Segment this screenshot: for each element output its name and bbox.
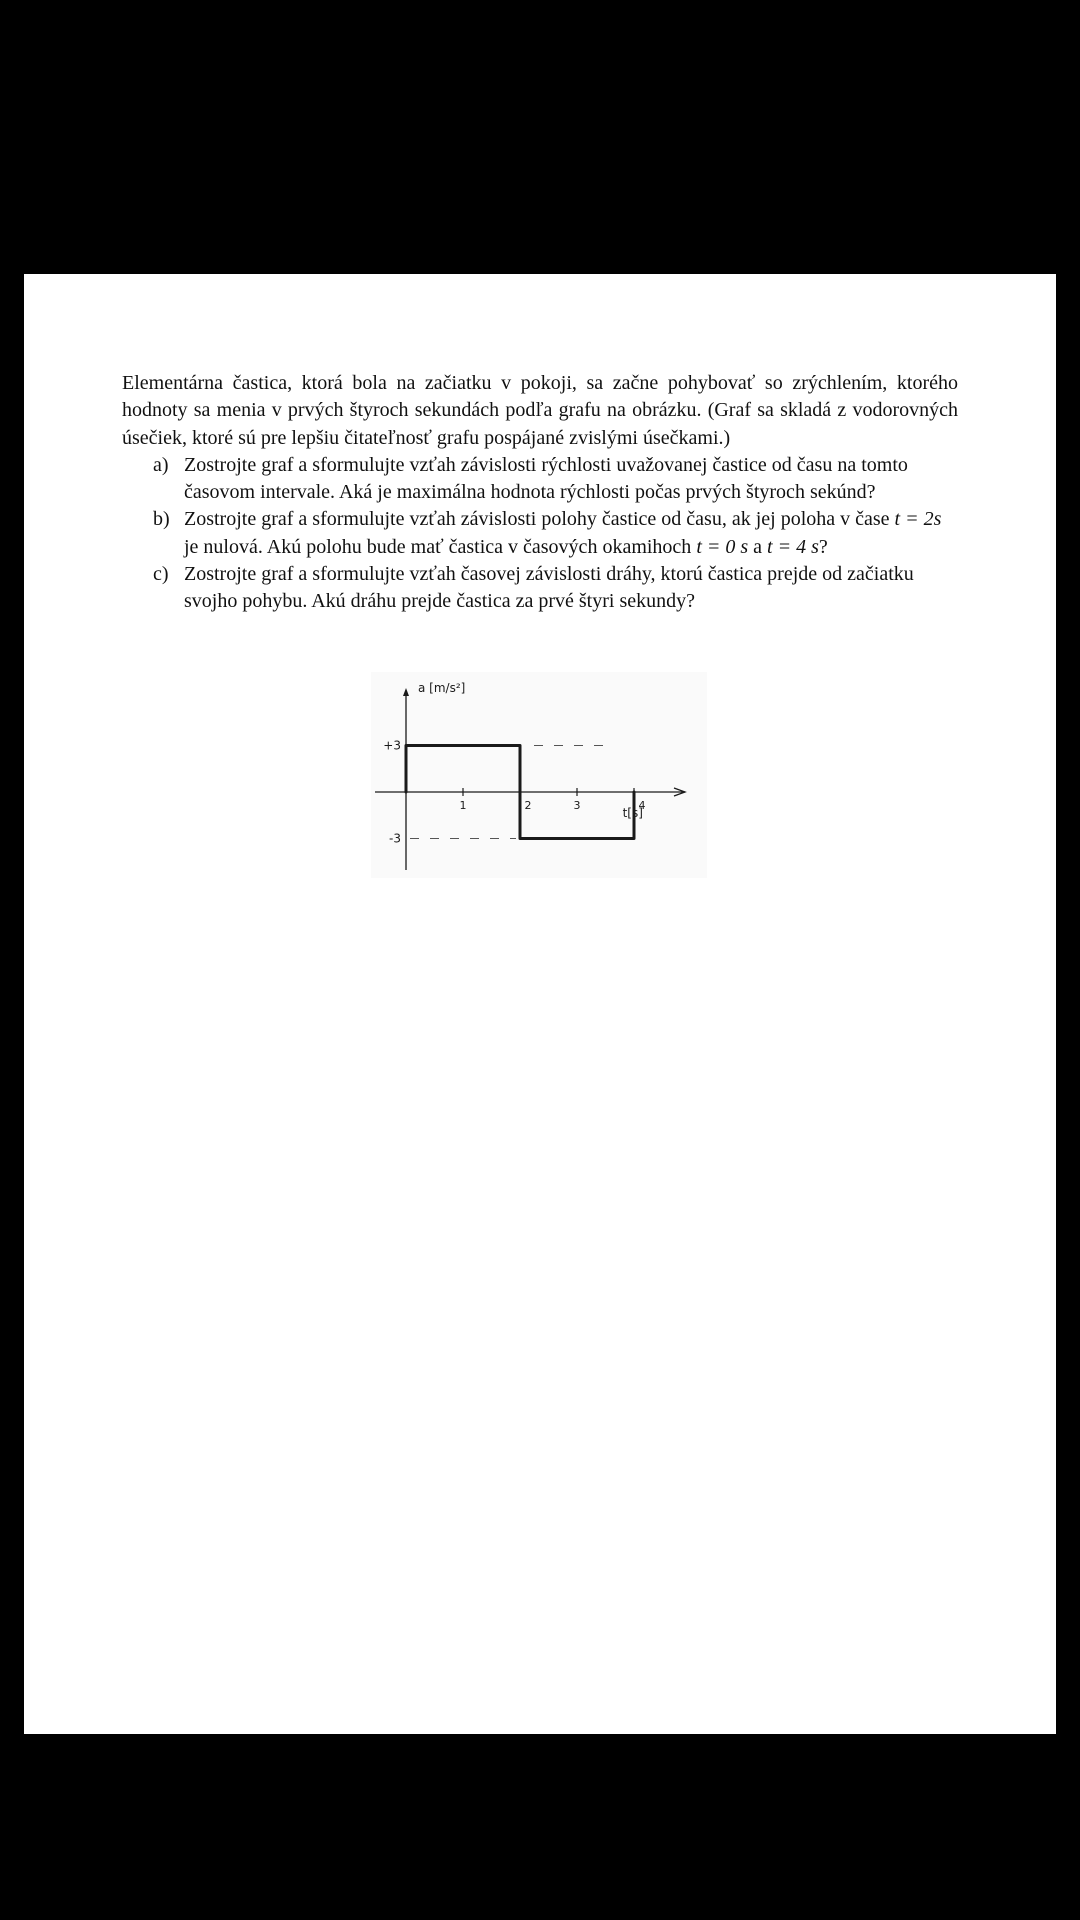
subtask-text-part: ? <box>818 535 828 558</box>
x-axis-label: t[s] <box>622 806 643 820</box>
subtask-marker: c) <box>153 563 169 586</box>
subtask-c <box>122 561 958 616</box>
subtask-text-part: a <box>753 535 763 558</box>
subtask-b <box>122 506 958 561</box>
math-expression: t = 0 s <box>696 535 749 558</box>
document-page <box>24 274 1056 1734</box>
x-tick-label: 4 <box>638 799 646 812</box>
y-tick-label: +3 <box>383 738 401 753</box>
subtask-marker: a) <box>153 453 169 476</box>
y-axis-label: a [m/s²] <box>418 681 466 695</box>
math-expression: t = 2s <box>894 508 942 531</box>
subtask-text-part: Zostrojte graf a sformulujte vzťah závislosti polohy častice od času, ak jej poloha v čase <box>184 508 890 531</box>
subtask-a <box>122 452 958 507</box>
x-tick-label: 2 <box>524 799 532 812</box>
x-tick-label: 1 <box>459 799 467 812</box>
acceleration-graph-svg <box>371 672 707 878</box>
y-axis-arrowhead <box>403 688 409 696</box>
x-tick-label: 3 <box>573 799 581 812</box>
problem-text <box>122 370 958 616</box>
subtask-text: Zostrojte graf a sformulujte vzťah časovej závislosti dráhy, ktorú častica prejde od začiatku svojho pohybu. Akú dráhu prejde častica za prvé štyri sekundy? <box>184 563 914 613</box>
subtask-marker: b) <box>153 508 170 531</box>
y-tick-label: -3 <box>389 831 401 846</box>
subtask-list <box>122 452 958 616</box>
subtask-text-part: je nulová. Akú polohu bude mať častica v časových okamihoch <box>184 535 692 558</box>
acceleration-graph <box>371 672 707 878</box>
problem-intro: Elementárna častica, ktorá bola na začiatku v pokoji, sa začne pohybovať so zrýchlením, ktorého hodnoty sa menia v prvých štyroch sekundách podľa grafu na obrázku. (Graf sa skladá z vodorovných úsečiek, ktoré sú pre lepšiu čitateľnosť grafu pospájané zvislými úsečkami.) <box>122 372 958 449</box>
subtask-text: Zostrojte graf a sformulujte vzťah závislosti rýchlosti uvažovanej častice od času na tomto časovom intervale. Aká je maximálna hodnota rýchlosti počas prvých štyroch sekúnd? <box>184 453 908 504</box>
math-expression: t = 4 s <box>767 535 819 558</box>
